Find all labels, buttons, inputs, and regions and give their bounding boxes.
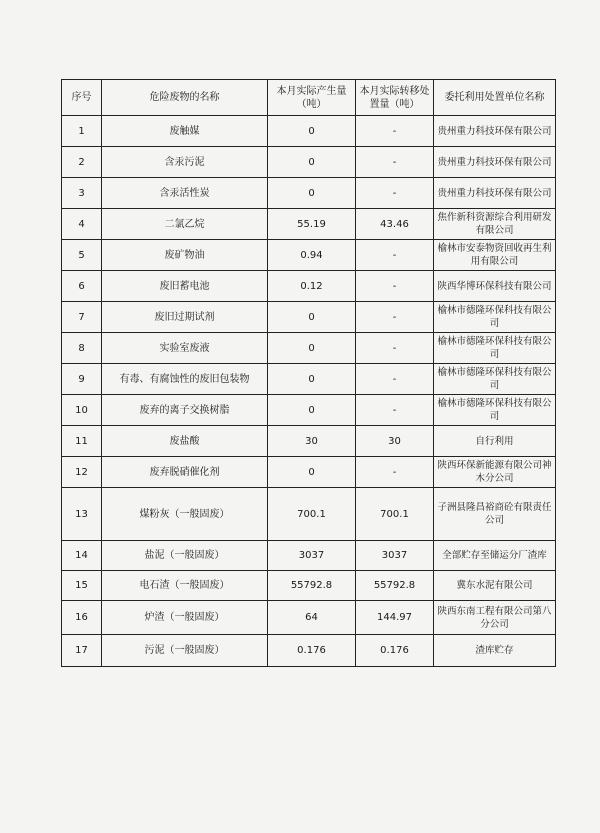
cell-produced: 55792.8 — [268, 571, 356, 601]
cell-transferred: - — [356, 395, 434, 426]
cell-no: 15 — [62, 571, 102, 601]
cell-unit: 全部贮存至储运分厂渣库 — [434, 541, 556, 571]
hazardous-waste-table — [61, 79, 556, 667]
cell-no: 4 — [62, 209, 102, 240]
cell-produced: 0 — [268, 395, 356, 426]
cell-name: 废触媒 — [102, 116, 268, 147]
table-row — [62, 209, 556, 240]
cell-produced: 0.12 — [268, 271, 356, 302]
header-no: 序号 — [62, 80, 102, 116]
cell-produced: 0 — [268, 147, 356, 178]
cell-no: 17 — [62, 635, 102, 667]
cell-no: 5 — [62, 240, 102, 271]
cell-transferred: - — [356, 178, 434, 209]
cell-unit: 榆林市德隆环保科技有限公司 — [434, 302, 556, 333]
cell-unit: 冀东水泥有限公司 — [434, 571, 556, 601]
header-name: 危险废物的名称 — [102, 80, 268, 116]
cell-name: 废弃脱硝催化剂 — [102, 457, 268, 488]
table-row — [62, 364, 556, 395]
cell-no: 12 — [62, 457, 102, 488]
cell-produced: 3037 — [268, 541, 356, 571]
cell-produced: 0.176 — [268, 635, 356, 667]
cell-no: 2 — [62, 147, 102, 178]
cell-transferred: 144.97 — [356, 601, 434, 635]
cell-transferred: 43.46 — [356, 209, 434, 240]
cell-unit: 陕西环保新能源有限公司神木分公司 — [434, 457, 556, 488]
cell-transferred: 55792.8 — [356, 571, 434, 601]
cell-unit: 榆林市德隆环保科技有限公司 — [434, 364, 556, 395]
header-unit: 委托利用处置单位名称 — [434, 80, 556, 116]
table-row — [62, 116, 556, 147]
cell-name: 废旧过期试剂 — [102, 302, 268, 333]
cell-transferred: - — [356, 364, 434, 395]
table-row — [62, 457, 556, 488]
cell-transferred: 0.176 — [356, 635, 434, 667]
cell-transferred: - — [356, 271, 434, 302]
cell-transferred: 3037 — [356, 541, 434, 571]
cell-name: 含汞活性炭 — [102, 178, 268, 209]
cell-unit: 榆林市德隆环保科技有限公司 — [434, 333, 556, 364]
cell-no: 11 — [62, 426, 102, 457]
cell-unit: 焦作新科资源综合利用研发有限公司 — [434, 209, 556, 240]
table-row — [62, 571, 556, 601]
cell-produced: 55.19 — [268, 209, 356, 240]
cell-name: 污泥（一般固废） — [102, 635, 268, 667]
cell-produced: 0 — [268, 302, 356, 333]
cell-no: 9 — [62, 364, 102, 395]
cell-transferred: 30 — [356, 426, 434, 457]
cell-name: 电石渣（一般固废） — [102, 571, 268, 601]
table-row — [62, 302, 556, 333]
table-row — [62, 635, 556, 667]
cell-name: 盐泥（一般固废） — [102, 541, 268, 571]
cell-produced: 0 — [268, 178, 356, 209]
cell-unit: 贵州重力科技环保有限公司 — [434, 116, 556, 147]
cell-no: 3 — [62, 178, 102, 209]
cell-no: 8 — [62, 333, 102, 364]
cell-unit: 陕西东南工程有限公司第八分公司 — [434, 601, 556, 635]
cell-name: 含汞污泥 — [102, 147, 268, 178]
cell-name: 煤粉灰（一般固废） — [102, 488, 268, 541]
cell-name: 废旧蓄电池 — [102, 271, 268, 302]
cell-transferred: - — [356, 147, 434, 178]
cell-transferred: - — [356, 240, 434, 271]
cell-produced: 0 — [268, 364, 356, 395]
cell-produced: 0 — [268, 457, 356, 488]
cell-name: 实验室废液 — [102, 333, 268, 364]
cell-transferred: - — [356, 116, 434, 147]
cell-name: 废盐酸 — [102, 426, 268, 457]
cell-no: 16 — [62, 601, 102, 635]
cell-name: 炉渣（一般固废） — [102, 601, 268, 635]
cell-no: 1 — [62, 116, 102, 147]
cell-unit: 渣库贮存 — [434, 635, 556, 667]
cell-produced: 0.94 — [268, 240, 356, 271]
cell-name: 二氯乙烷 — [102, 209, 268, 240]
cell-transferred: - — [356, 457, 434, 488]
table-body — [62, 116, 556, 667]
table-row — [62, 147, 556, 178]
cell-produced: 30 — [268, 426, 356, 457]
table-row — [62, 395, 556, 426]
cell-no: 10 — [62, 395, 102, 426]
table-row — [62, 601, 556, 635]
cell-unit: 自行利用 — [434, 426, 556, 457]
table-row — [62, 178, 556, 209]
cell-unit: 贵州重力科技环保有限公司 — [434, 147, 556, 178]
table-row — [62, 271, 556, 302]
table-row — [62, 333, 556, 364]
cell-no: 13 — [62, 488, 102, 541]
cell-unit: 榆林市安泰物资回收再生利用有限公司 — [434, 240, 556, 271]
cell-name: 废矿物油 — [102, 240, 268, 271]
cell-no: 7 — [62, 302, 102, 333]
table-row — [62, 240, 556, 271]
cell-name: 有毒、有腐蚀性的废旧包装物 — [102, 364, 268, 395]
cell-transferred: - — [356, 333, 434, 364]
cell-unit: 榆林市德隆环保科技有限公司 — [434, 395, 556, 426]
cell-transferred: 700.1 — [356, 488, 434, 541]
header-produced: 本月实际产生量（吨） — [268, 80, 356, 116]
header-transferred: 本月实际转移处置量（吨） — [356, 80, 434, 116]
table-row — [62, 541, 556, 571]
cell-produced: 64 — [268, 601, 356, 635]
table-row — [62, 488, 556, 541]
cell-name: 废弃的离子交换树脂 — [102, 395, 268, 426]
cell-transferred: - — [356, 302, 434, 333]
table-header-row — [62, 80, 556, 116]
cell-unit: 子洲县隆昌裕商砼有限责任公司 — [434, 488, 556, 541]
cell-produced: 0 — [268, 116, 356, 147]
cell-produced: 0 — [268, 333, 356, 364]
cell-unit: 贵州重力科技环保有限公司 — [434, 178, 556, 209]
cell-no: 6 — [62, 271, 102, 302]
table-row — [62, 426, 556, 457]
cell-unit: 陕西华博环保科技有限公司 — [434, 271, 556, 302]
cell-produced: 700.1 — [268, 488, 356, 541]
cell-no: 14 — [62, 541, 102, 571]
